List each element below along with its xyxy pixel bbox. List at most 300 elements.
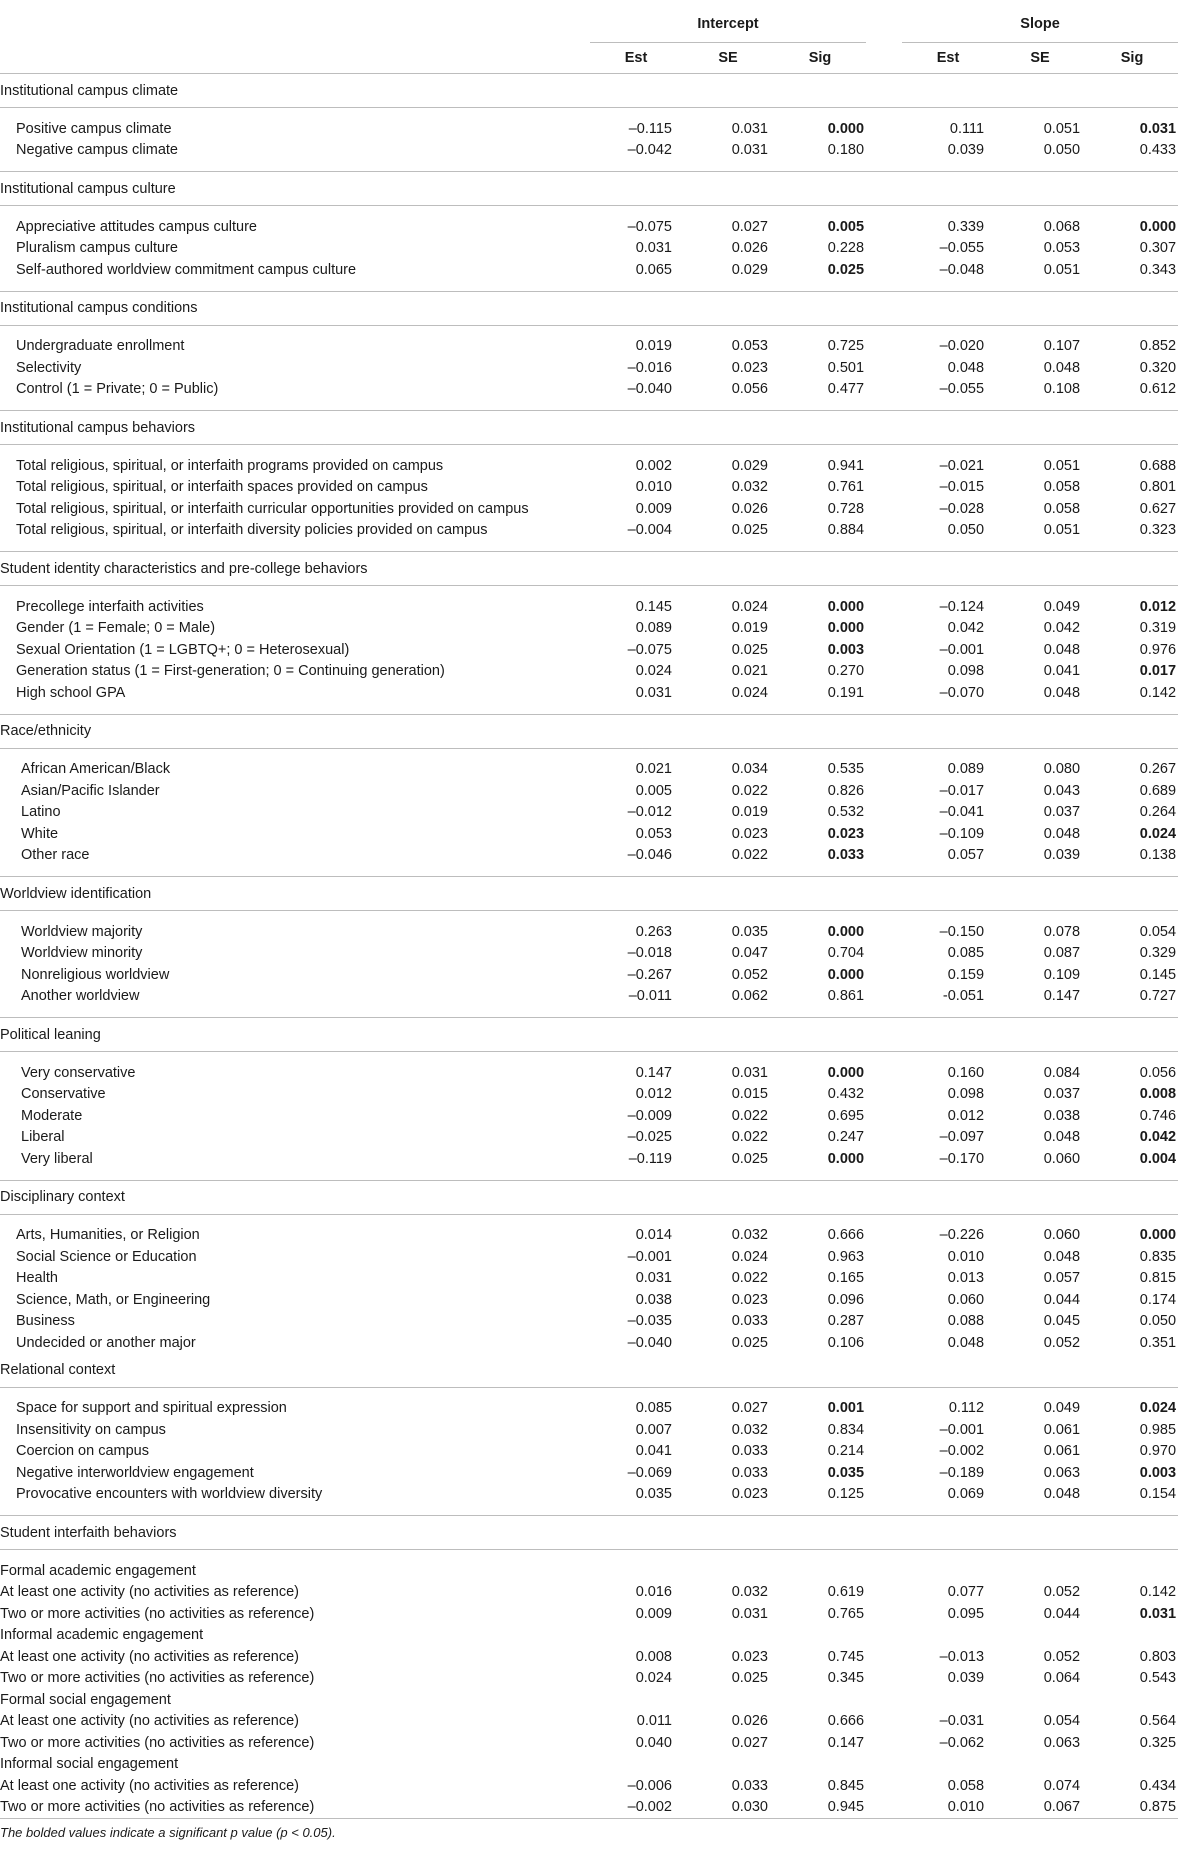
row-label: Science, Math, or Engineering: [16, 1291, 211, 1308]
table-row: [0, 845, 1178, 877]
cell-slope-se: 0.061: [1043, 1421, 1081, 1438]
table-row: [0, 661, 1178, 683]
cell-slope-se: 0.084: [1043, 1064, 1081, 1081]
row-label: Nonreligious worldview: [21, 966, 170, 983]
cell-intercept-est: –0.025: [627, 1129, 672, 1146]
table-row: [0, 1646, 1178, 1668]
cell-slope-se: 0.074: [1043, 1777, 1081, 1794]
column-spacer: [866, 943, 902, 965]
cell-slope-se: 0.054: [1043, 1713, 1081, 1730]
subgroup-title: Formal academic engagement: [0, 1562, 196, 1579]
cell-slope-sig: 0.056: [1139, 1064, 1177, 1081]
cell-intercept-se: 0.021: [731, 663, 768, 680]
cell-slope-est: –0.013: [939, 1648, 985, 1665]
table-row: [0, 780, 1178, 802]
column-spacer: [866, 1797, 902, 1819]
cell-slope-sig: 0.727: [1086, 986, 1178, 1018]
col-slope-sig: Sig: [1086, 43, 1178, 74]
cell-intercept-est: –0.115: [628, 120, 672, 137]
cell-slope-est: 0.085: [947, 945, 985, 962]
cell-intercept-se: 0.052: [731, 966, 768, 983]
section-title: Disciplinary context: [0, 1180, 1178, 1214]
cell-intercept-est: 0.035: [590, 1484, 682, 1516]
cell-intercept-est: 0.031: [590, 682, 682, 714]
cell-intercept-se: 0.023: [731, 1648, 768, 1665]
cell-slope-sig: 0.031: [1139, 1605, 1177, 1622]
col-intercept-est: Est: [590, 43, 682, 74]
row-label: At least one activity (no activities as reference): [0, 1713, 299, 1730]
table-row: [0, 1084, 1178, 1106]
row-label: Very conservative: [21, 1064, 136, 1081]
header-blank: [0, 0, 590, 43]
cell-intercept-se: 0.029: [682, 259, 774, 291]
column-spacer: [866, 1484, 902, 1516]
cell-slope-est: 0.039: [902, 140, 994, 172]
cell-slope-est: 0.010: [947, 1248, 985, 1265]
cell-intercept-se: 0.033: [731, 1313, 768, 1330]
cell-intercept-se: 0.026: [731, 500, 768, 517]
col-slope-se: SE: [994, 43, 1086, 74]
column-spacer: [866, 1711, 902, 1733]
table-row: [0, 1268, 1178, 1290]
cell-intercept-est: 0.002: [635, 457, 672, 474]
section-header-row: [0, 1180, 1178, 1214]
cell-slope-sig: 0.320: [1139, 359, 1177, 376]
cell-slope-est: –0.070: [902, 682, 994, 714]
slope-header: Slope: [902, 0, 1178, 43]
cell-intercept-sig: 0.287: [827, 1313, 865, 1330]
cell-slope-sig: 0.543: [1139, 1670, 1177, 1687]
cell-intercept-est: 0.145: [635, 598, 672, 615]
cell-intercept-est: –0.009: [627, 1107, 672, 1124]
subgroup-title: Formal social engagement: [0, 1691, 171, 1708]
cell-slope-sig: 0.433: [1086, 140, 1178, 172]
cell-intercept-sig: 0.666: [827, 1227, 865, 1244]
cell-intercept-sig: 0.165: [827, 1270, 865, 1287]
cell-slope-sig: 0.852: [1139, 338, 1177, 355]
cell-intercept-est: 0.005: [635, 782, 672, 799]
column-spacer: [866, 325, 902, 357]
table-row: [0, 943, 1178, 965]
cell-intercept-se: 0.024: [731, 598, 768, 615]
section-title: Political leaning: [0, 1018, 1178, 1052]
cell-intercept-se: 0.033: [731, 1777, 768, 1794]
table-row: [0, 1387, 1178, 1419]
cell-slope-sig: 0.003: [1139, 1464, 1177, 1481]
subgroup-header-row: [0, 1689, 1178, 1711]
cell-slope-est: –0.020: [939, 338, 985, 355]
table-row: [0, 498, 1178, 520]
cell-slope-se: 0.063: [1043, 1734, 1081, 1751]
cell-slope-se: 0.080: [1043, 761, 1081, 778]
cell-intercept-est: 0.007: [635, 1421, 672, 1438]
cell-intercept-se: 0.034: [731, 761, 768, 778]
cell-slope-se: 0.051: [1043, 457, 1081, 474]
table-row: [0, 140, 1178, 172]
column-spacer: [866, 1052, 902, 1084]
row-label: At least one activity (no activities as reference): [0, 1648, 299, 1665]
cell-intercept-se: 0.047: [731, 945, 768, 962]
cell-intercept-est: 0.031: [635, 240, 672, 257]
cell-slope-sig: 0.801: [1139, 479, 1177, 496]
cell-intercept-est: 0.041: [635, 1443, 672, 1460]
cell-slope-est: 0.048: [947, 359, 985, 376]
cell-slope-se: 0.037: [1043, 1086, 1081, 1103]
cell-intercept-se: 0.027: [731, 1734, 768, 1751]
row-label: Total religious, spiritual, or interfaith programs provided on campus: [16, 457, 444, 474]
row-label: Provocative encounters with worldview diversity: [0, 1484, 590, 1516]
table-row: [0, 1127, 1178, 1149]
cell-slope-est: 0.112: [948, 1400, 985, 1417]
cell-slope-est: 0.057: [902, 845, 994, 877]
cell-intercept-sig: 0.884: [774, 520, 866, 552]
column-spacer: [866, 140, 902, 172]
cell-slope-sig: 0.688: [1139, 457, 1177, 474]
row-label: Business: [16, 1313, 75, 1330]
cell-intercept-est: 0.024: [635, 1670, 672, 1687]
table-row: [0, 1484, 1178, 1516]
row-label: Control (1 = Private; 0 = Public): [0, 379, 590, 411]
column-spacer: [866, 1646, 902, 1668]
table-row: [0, 618, 1178, 640]
cell-slope-se: 0.068: [1043, 218, 1081, 235]
cell-intercept-se: 0.026: [731, 1713, 768, 1730]
cell-slope-se: 0.042: [1043, 620, 1081, 637]
cell-slope-sig: 0.042: [1139, 1129, 1177, 1146]
column-spacer: [866, 586, 902, 618]
section-title: Institutional campus climate: [0, 74, 1178, 108]
cell-intercept-est: 0.009: [635, 1605, 672, 1622]
cell-intercept-est: 0.263: [635, 923, 672, 940]
cell-intercept-est: 0.008: [635, 1648, 672, 1665]
cell-slope-se: 0.064: [1043, 1670, 1081, 1687]
section-title: Student identity characteristics and pre-college behaviors: [0, 552, 1178, 586]
cell-slope-se: 0.058: [1043, 479, 1081, 496]
row-label: Social Science or Education: [16, 1248, 197, 1265]
cell-slope-sig: 0.264: [1139, 804, 1177, 821]
row-label: Selectivity: [16, 359, 82, 376]
cell-slope-sig: 0.835: [1139, 1248, 1177, 1265]
cell-intercept-est: –0.046: [590, 845, 682, 877]
column-spacer: [866, 618, 902, 640]
table-row: [0, 823, 1178, 845]
cell-intercept-se: 0.032: [731, 479, 768, 496]
section-title: Race/ethnicity: [0, 714, 1178, 748]
column-spacer: [866, 259, 902, 291]
cell-slope-est: –0.017: [939, 782, 985, 799]
cell-slope-se: 0.087: [1043, 945, 1081, 962]
table-row: [0, 1419, 1178, 1441]
cell-intercept-est: 0.065: [590, 259, 682, 291]
cell-slope-se: 0.039: [994, 845, 1086, 877]
row-label: Another worldview: [0, 986, 590, 1018]
cell-intercept-sig: 0.191: [774, 682, 866, 714]
cell-slope-sig: 0.815: [1139, 1270, 1177, 1287]
column-spacer: [866, 780, 902, 802]
cell-intercept-est: 0.089: [635, 620, 672, 637]
cell-intercept-est: –0.069: [627, 1464, 672, 1481]
cell-intercept-sig: 0.745: [827, 1648, 865, 1665]
cell-intercept-sig: 0.000: [827, 966, 865, 983]
section-header-row: [0, 714, 1178, 748]
cell-intercept-est: –0.018: [627, 945, 672, 962]
cell-intercept-se: 0.023: [731, 825, 768, 842]
column-spacer: [866, 911, 902, 943]
table-row: [0, 445, 1178, 477]
cell-intercept-est: –0.075: [627, 218, 672, 235]
cell-slope-est: 0.088: [947, 1313, 985, 1330]
row-label: Total religious, spiritual, or interfaith curricular opportunities provided on campus: [16, 500, 529, 517]
cell-slope-se: 0.053: [1043, 240, 1081, 257]
cell-slope-sig: 0.000: [1139, 218, 1177, 235]
row-label: White: [21, 825, 59, 842]
cell-intercept-est: 0.147: [635, 1064, 672, 1081]
table-row: [0, 1289, 1178, 1311]
cell-intercept-sig: 0.000: [827, 120, 865, 137]
table-row: [0, 1775, 1178, 1797]
section-header-row: [0, 172, 1178, 206]
table-row: [0, 357, 1178, 379]
cell-slope-est: –0.048: [902, 259, 994, 291]
cell-intercept-sig: 0.432: [827, 1086, 865, 1103]
cell-slope-sig: 0.000: [1139, 1227, 1177, 1244]
cell-slope-se: 0.048: [1043, 641, 1081, 658]
cell-intercept-se: 0.019: [731, 804, 768, 821]
cell-slope-est: –0.150: [939, 923, 985, 940]
cell-slope-est: –0.189: [939, 1464, 985, 1481]
row-label: Undergraduate enrollment: [16, 338, 185, 355]
col-slope-est: Est: [902, 43, 994, 74]
table-row: [0, 1603, 1178, 1625]
cell-slope-se: 0.049: [1043, 1400, 1081, 1417]
cell-slope-sig: 0.004: [1086, 1148, 1178, 1180]
cell-intercept-se: 0.022: [731, 1129, 768, 1146]
table-row: [0, 1052, 1178, 1084]
cell-slope-sig: 0.008: [1139, 1086, 1177, 1103]
cell-slope-est: –0.170: [902, 1148, 994, 1180]
cell-slope-se: 0.043: [1043, 782, 1081, 799]
cell-intercept-sig: 0.666: [827, 1713, 865, 1730]
row-label: At least one activity (no activities as reference): [0, 1777, 299, 1794]
cell-intercept-se: 0.033: [731, 1443, 768, 1460]
cell-intercept-sig: 0.945: [774, 1797, 866, 1819]
cell-slope-se: 0.048: [1043, 1129, 1081, 1146]
section-header-row: [0, 411, 1178, 445]
cell-slope-est: –0.002: [939, 1443, 985, 1460]
cell-intercept-est: 0.021: [635, 761, 672, 778]
section-header-row: [0, 74, 1178, 108]
column-spacer: [866, 1311, 902, 1333]
column-spacer: [866, 802, 902, 824]
column-spacer: [866, 1289, 902, 1311]
cell-intercept-se: 0.035: [731, 923, 768, 940]
cell-slope-se: 0.067: [994, 1797, 1086, 1819]
cell-slope-se: 0.061: [1043, 1443, 1081, 1460]
cell-intercept-se: 0.030: [682, 1797, 774, 1819]
table-row: [0, 1668, 1178, 1690]
cell-intercept-sig: 0.023: [827, 825, 865, 842]
cell-intercept-sig: 0.125: [774, 1484, 866, 1516]
cell-intercept-est: –0.012: [627, 804, 672, 821]
cell-intercept-sig: 0.247: [827, 1129, 865, 1146]
col-intercept-sig: Sig: [774, 43, 866, 74]
row-label: Conservative: [21, 1086, 106, 1103]
cell-intercept-sig: 0.695: [827, 1107, 865, 1124]
cell-intercept-se: 0.032: [731, 1227, 768, 1244]
table-row: [0, 1311, 1178, 1333]
table-footnote: The bolded values indicate a significant p value (p < 0.05).: [0, 1825, 336, 1840]
section-title: Institutional campus culture: [0, 172, 1178, 206]
cell-intercept-est: –0.042: [590, 140, 682, 172]
cell-slope-se: 0.058: [1043, 500, 1081, 517]
cell-intercept-sig: 0.005: [827, 218, 865, 235]
cell-slope-se: 0.050: [994, 140, 1086, 172]
cell-slope-se: 0.051: [994, 259, 1086, 291]
table-body: [0, 74, 1178, 1819]
cell-slope-est: 0.060: [947, 1291, 985, 1308]
cell-intercept-sig: 0.180: [774, 140, 866, 172]
cell-slope-sig: 0.803: [1139, 1648, 1177, 1665]
row-label: Moderate: [21, 1107, 83, 1124]
column-spacer: [866, 357, 902, 379]
row-label: Liberal: [21, 1129, 65, 1146]
cell-slope-se: 0.057: [1043, 1270, 1081, 1287]
column-spacer: [866, 1775, 902, 1797]
column-spacer: [866, 108, 902, 140]
cell-intercept-se: 0.024: [682, 682, 774, 714]
column-spacer: [866, 964, 902, 986]
cell-intercept-se: 0.032: [731, 1584, 768, 1601]
cell-slope-sig: 0.746: [1139, 1107, 1177, 1124]
cell-slope-sig: 0.012: [1139, 598, 1177, 615]
column-spacer: [866, 1148, 902, 1180]
row-label: At least one activity (no activities as reference): [0, 1584, 299, 1601]
column-spacer: [866, 520, 902, 552]
cell-intercept-sig: 0.941: [827, 457, 865, 474]
table-row: [0, 986, 1178, 1018]
cell-intercept-est: 0.012: [635, 1086, 672, 1103]
cell-intercept-se: 0.025: [682, 1148, 774, 1180]
cell-slope-se: 0.051: [994, 520, 1086, 552]
cell-slope-sig: 0.024: [1139, 1400, 1177, 1417]
row-label: Generation status (1 = First-generation; 0 = Continuing generation): [16, 663, 445, 680]
cell-slope-est: –0.055: [939, 240, 985, 257]
cell-slope-se: 0.078: [1043, 923, 1081, 940]
cell-intercept-sig: 0.000: [827, 620, 865, 637]
cell-intercept-est: 0.010: [635, 479, 672, 496]
column-spacer: [866, 845, 902, 877]
cell-slope-est: 0.089: [947, 761, 985, 778]
cell-slope-sig: 0.970: [1139, 1443, 1177, 1460]
cell-intercept-est: 0.024: [635, 663, 672, 680]
cell-intercept-se: 0.023: [731, 359, 768, 376]
table-row: [0, 1214, 1178, 1246]
table-row: [0, 1246, 1178, 1268]
cell-slope-sig: 0.325: [1139, 1734, 1177, 1751]
subgroup-header-row: [0, 1754, 1178, 1776]
column-spacer: [866, 1603, 902, 1625]
cell-slope-se: 0.108: [994, 379, 1086, 411]
cell-intercept-sig: 0.106: [827, 1334, 865, 1351]
cell-slope-se: 0.044: [1043, 1605, 1081, 1622]
section-header-row: [0, 552, 1178, 586]
cell-intercept-se: 0.026: [731, 240, 768, 257]
cell-slope-se: 0.048: [1043, 1248, 1081, 1265]
table-row: [0, 748, 1178, 780]
table-row: [0, 238, 1178, 260]
cell-slope-est: 0.111: [949, 120, 985, 137]
cell-intercept-sig: 0.000: [774, 1148, 866, 1180]
cell-slope-sig: 0.024: [1139, 825, 1177, 842]
row-label: Appreciative attitudes campus culture: [16, 218, 257, 235]
cell-slope-sig: 0.050: [1139, 1313, 1177, 1330]
cell-intercept-se: 0.022: [731, 1270, 768, 1287]
table-row: [0, 639, 1178, 661]
cell-slope-sig: 0.017: [1139, 663, 1177, 680]
cell-slope-sig: 0.054: [1139, 923, 1177, 940]
table-row: [0, 682, 1178, 714]
cell-intercept-est: 0.040: [635, 1734, 672, 1751]
column-spacer: [866, 823, 902, 845]
column-spacer: [866, 1582, 902, 1604]
cell-slope-se: 0.045: [1043, 1313, 1081, 1330]
cell-intercept-sig: 0.228: [827, 240, 865, 257]
cell-intercept-se: 0.027: [731, 1400, 768, 1417]
section-header-row: [0, 1354, 1178, 1388]
row-label: Health: [16, 1270, 58, 1287]
cell-intercept-se: 0.062: [682, 986, 774, 1018]
cell-intercept-se: 0.025: [682, 520, 774, 552]
cell-intercept-sig: 0.619: [827, 1584, 865, 1601]
header-blank: [0, 43, 590, 74]
cell-intercept-sig: 0.000: [827, 923, 865, 940]
table-row: [0, 1105, 1178, 1127]
row-label: Undecided or another major: [16, 1334, 196, 1351]
cell-slope-est: 0.050: [902, 520, 994, 552]
cell-intercept-sig: 0.025: [774, 259, 866, 291]
table-row: [0, 1711, 1178, 1733]
table-row: [0, 259, 1178, 291]
column-spacer: [866, 445, 902, 477]
column-spacer: [866, 1246, 902, 1268]
cell-slope-se: 0.048: [994, 1484, 1086, 1516]
cell-slope-est: –0.031: [939, 1713, 985, 1730]
cell-slope-est: 0.159: [947, 966, 985, 983]
cell-intercept-sig: 0.477: [774, 379, 866, 411]
cell-slope-sig: 0.564: [1139, 1713, 1177, 1730]
row-label: Negative interworldview engagement: [16, 1464, 254, 1481]
cell-slope-se: 0.038: [1043, 1107, 1081, 1124]
cell-slope-est: –0.001: [939, 641, 985, 658]
table-row: [0, 911, 1178, 943]
cell-intercept-se: 0.027: [731, 218, 768, 235]
subgroup-header-row: [0, 1625, 1178, 1647]
table-row: [0, 206, 1178, 238]
cell-intercept-sig: 0.963: [827, 1248, 865, 1265]
table-row: [0, 379, 1178, 411]
column-spacer: [866, 748, 902, 780]
column-spacer: [866, 1419, 902, 1441]
cell-slope-est: –0.097: [939, 1129, 985, 1146]
cell-intercept-est: –0.006: [627, 1777, 672, 1794]
cell-intercept-sig: 0.532: [827, 804, 865, 821]
cell-intercept-est: –0.016: [627, 359, 672, 376]
cell-intercept-sig: 0.826: [827, 782, 865, 799]
cell-intercept-se: 0.025: [731, 1670, 768, 1687]
cell-slope-se: 0.051: [1043, 120, 1081, 137]
cell-slope-sig: 0.329: [1139, 945, 1177, 962]
cell-slope-est: 0.058: [947, 1777, 985, 1794]
